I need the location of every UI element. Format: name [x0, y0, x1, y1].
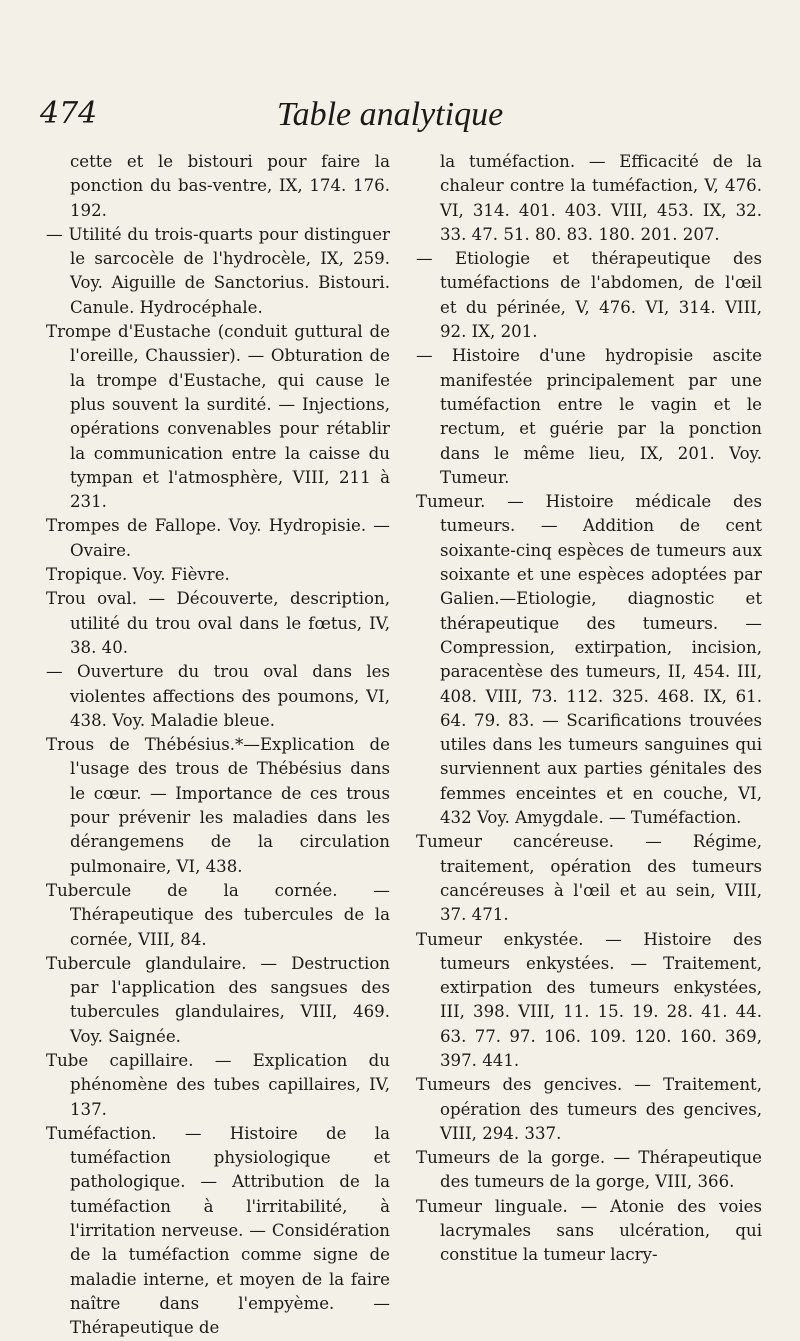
index-entry: Trous de Thébésius.*—Explication de l'usage des trous de Thébésius dans le cœur. — Importance de ces trous pour prévenir les maladies dans les dérangemens de la circulation pulmonaire, VI, 438.	[46, 735, 390, 876]
index-entry: Tumeur cancéreuse. — Régime, traitement, opération des tumeurs cancéreuses à l'œil et au sein, VIII, 37. 471.	[416, 832, 762, 925]
index-subentry: — Etiologie et thérapeutique des tuméfactions de l'abdomen, de l'œil et du périnée, V, 476. VI, 314. VIII, 92. IX, 201.	[416, 249, 762, 342]
index-entry-continuation: cette et le bistouri pour faire la ponction du bas-ventre, IX, 174. 176. 192.	[70, 152, 390, 220]
index-entry: Tumeur enkystée. — Histoire des tumeurs enkystées. — Traitement, extirpation des tumeurs enkystées, III, 398. VIII, 11. 15. 19. 28. 41. 44. 63. 77. 97. 106. 109. 120. 160. 369, 397. 441.	[416, 929, 762, 1070]
index-entry: Tumeur linguale. — Atonie des voies lacrymales sans ulcération, qui constitue la tumeur lacry-	[416, 1196, 762, 1265]
index-entry: Tumeurs des gencives. — Traitement, opération des tumeurs des gencives, VIII, 294. 337.	[416, 1075, 762, 1143]
right-column	[416, 150, 762, 1268]
index-entry: Trou oval. — Découverte, description, utilité du trou oval dans le fœtus, IV, 38. 40.	[46, 589, 390, 657]
left-column	[46, 150, 390, 1341]
index-entry: Tumeur. — Histoire médicale des tumeurs. — Addition de cent soixante-cinq espèces de tumeurs aux soixante et une espèces adoptées par Galien.—Etiologie, diagnostic et thérapeutique des tumeurs. — Compression, extirpation, incision, paracentèse des tumeurs, II, 454. III, 408. VIII, 73. 112. 325. 468. IX, 61. 64. 79. 83. — Scarifications trouvées utiles dans les tumeurs sanguines qui surviennent aux parties génitales des femmes enceintes et en couche, VI, 432 Voy. Amygdale. — Tuméfaction.	[416, 492, 762, 828]
index-entry: Trompes de Fallope. Voy. Hydropisie. — Ovaire.	[46, 516, 390, 560]
index-entry: Tube capillaire. — Explication du phénomène des tubes capillaires, IV, 137.	[46, 1050, 390, 1119]
index-subentry: — Histoire d'une hydropisie ascite manifestée principalement par une tuméfaction entre le vagin et le rectum, et guérie par la ponction dans le même lieu, IX, 201. Voy. Tumeur.	[416, 346, 762, 487]
running-title: Table analytique	[276, 96, 504, 133]
page-number: 474	[40, 96, 98, 131]
index-subentry: — Utilité du trois-quarts pour distinguer le sarcocèle de l'hydrocèle, IX, 259. Voy. Aiguille de Sanctorius. Bistouri. Canule. Hydrocéphale.	[46, 224, 390, 317]
index-entry: Tubercule de la cornée. — Thérapeutique des tubercules de la cornée, VIII, 84.	[46, 880, 390, 949]
index-subentry: — Ouverture du trou oval dans les violentes affections des poumons, VI, 438. Voy. Maladie bleue.	[46, 662, 390, 730]
index-entry: Tumeurs de la gorge. — Thérapeutique des tumeurs de la gorge, VIII, 366.	[416, 1148, 762, 1192]
page-header	[40, 96, 740, 146]
index-entry: Tubercule glandulaire. — Destruction par l'application des sangsues des tubercules glandulaires, VIII, 469. Voy. Saignée.	[46, 953, 390, 1046]
index-entry: Trompe d'Eustache (conduit guttural de l'oreille, Chaussier). — Obturation de la trompe d'Eustache, qui cause le plus souvent la surdité. — Injections, opérations convenables pour rétablir la communication entre la caisse du tympan et l'atmosphère, VIII, 211 à 231.	[46, 322, 390, 512]
index-entry: Tropique. Voy. Fièvre.	[46, 565, 230, 585]
index-entry-continuation: la tuméfaction. — Efficacité de la chaleur contre la tuméfaction, V, 476. VI, 314. 401. 403. VIII, 453. IX, 32. 33. 47. 51. 80. 83. 180. 201. 207.	[440, 152, 762, 244]
index-entry: Tuméfaction. — Histoire de la tuméfaction physiologique et pathologique. — Attribution de la tuméfaction à l'irritabilité, à l'irritation nerveuse. — Considération de la tuméfaction comme signe de maladie interne, et moyen de la faire naître dans l'empyème. — Thérapeutique de	[46, 1123, 390, 1338]
